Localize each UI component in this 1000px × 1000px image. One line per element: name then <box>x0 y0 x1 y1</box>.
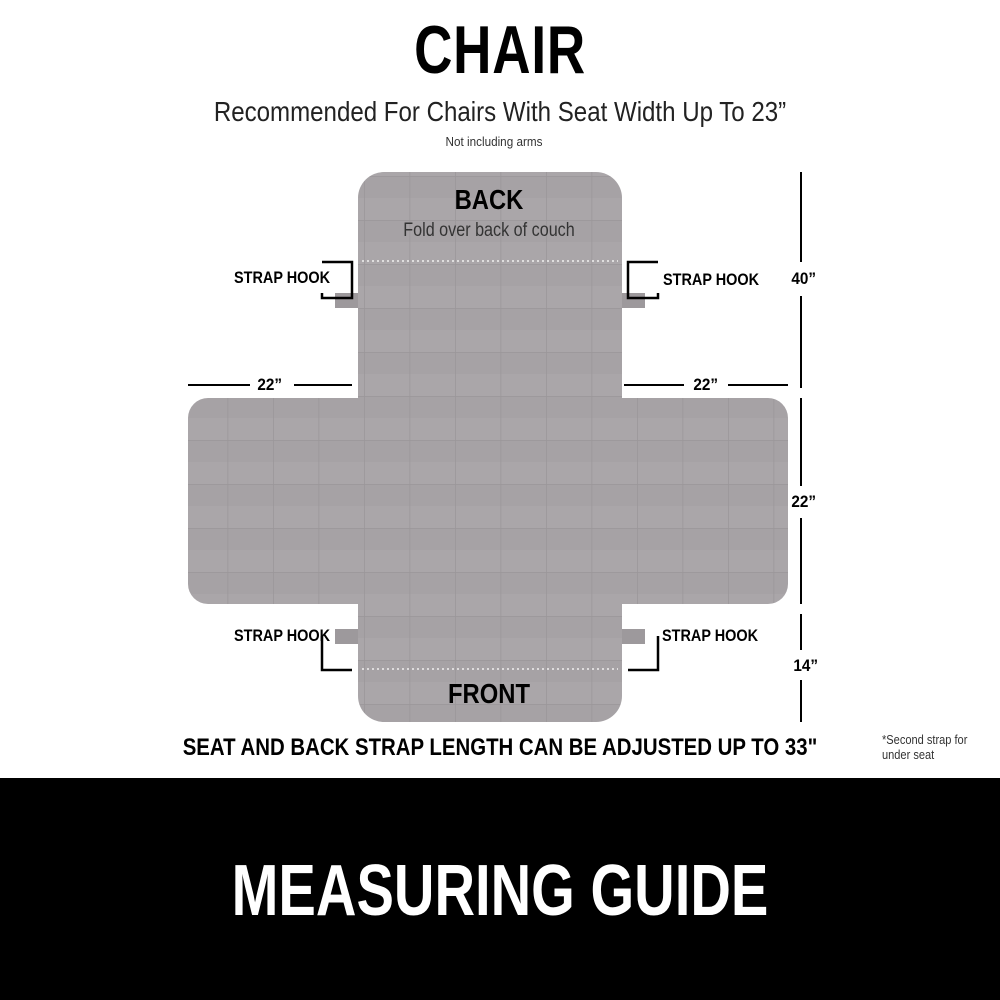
seat-depth-dimension: 22” <box>791 492 817 511</box>
back-sublabel: Fold over back of couch <box>403 220 575 241</box>
footer-title: MEASURING GUIDE <box>231 851 769 931</box>
front-height-dimension: 14” <box>793 656 819 675</box>
back-height-dimension: 40” <box>791 269 817 288</box>
front-label: FRONT <box>448 678 530 709</box>
strap-hook-tab-bottom-right <box>622 629 645 644</box>
strap-hook-tab-top-left <box>335 293 358 308</box>
strap-hook-label-bottom-left: STRAP HOOK <box>234 626 331 645</box>
strap-hook-tab-top-right <box>622 293 645 308</box>
strap-hook-label-bottom-right: STRAP HOOK <box>662 626 759 645</box>
strap-bracket-top-right <box>628 262 658 298</box>
cover-arm-panel <box>188 398 788 604</box>
left-arm-dimension: 22” <box>257 375 283 394</box>
page-title: CHAIR <box>414 12 586 88</box>
strap-hook-tab-bottom-left <box>335 629 358 644</box>
arms-note: Not including arms <box>445 134 543 149</box>
strap-adjust-note: SEAT AND BACK STRAP LENGTH CAN BE ADJUSTED UP TO 33" <box>182 734 818 761</box>
back-label: BACK <box>454 184 524 215</box>
second-strap-note: *Second strap for under seat <box>882 732 968 762</box>
page-subtitle: Recommended For Chairs With Seat Width Up To 23” <box>213 96 787 127</box>
strap-hook-label-top-left: STRAP HOOK <box>234 268 331 287</box>
strap-hook-label-top-right: STRAP HOOK <box>663 270 760 289</box>
right-arm-dimension: 22” <box>693 375 719 394</box>
